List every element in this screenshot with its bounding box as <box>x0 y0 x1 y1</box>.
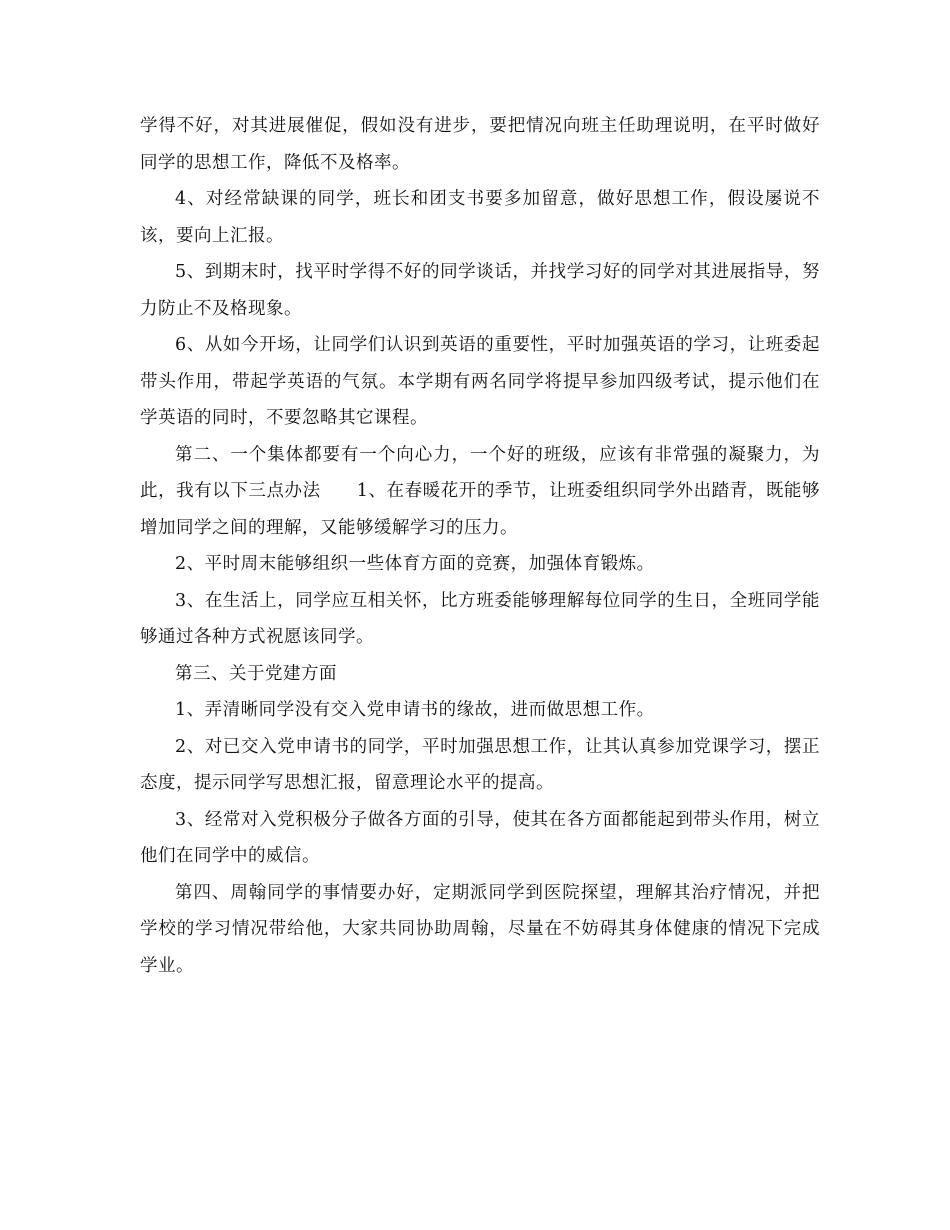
document-body <box>140 108 820 984</box>
paragraph-continued: 学得不好，对其进展催促，假如没有进步，要把情况向班主任助理说明，在平时做好同学的思想工作，降低不及格率。 <box>140 116 820 173</box>
paragraph-item-5: 5、到期末时，找平时学得不好的同学谈话，并找学习好的同学对其进展指导，努力防止不及格现象。 <box>140 262 820 319</box>
paragraph-section-2-item-3: 3、在生活上，同学应互相关怀，比方班委能够理解每位同学的生日，全班同学能够通过各种方式祝愿该同学。 <box>140 590 820 647</box>
paragraph-item-4: 4、对经常缺课的同学，班长和团支书要多加留意，做好思想工作，假设屡说不该，要向上汇报。 <box>140 189 820 246</box>
paragraph-section-4: 第四、周翰同学的事情要办好，定期派同学到医院探望，理解其治疗情况，并把学校的学习情况带给他，大家共同协助周翰，尽量在不妨碍其身体健康的情况下完成学业。 <box>140 882 820 976</box>
paragraph-section-2-item-2: 2、平时周末能够组织一些体育方面的竞赛，加强体育锻炼。 <box>175 554 655 574</box>
section-heading-3: 第三、关于党建方面 <box>175 663 337 684</box>
paragraph-section-3-item-1: 1、弄清晰同学没有交入党申请书的缘故，进而做思想工作。 <box>175 700 655 720</box>
paragraph-item-6: 6、从如今开场，让同学们认识到英语的重要性，平时加强英语的学习，让班委起带头作用，带起学英语的气氛。本学期有两名同学将提早参加四级考试，提示他们在学英语的同时，不要忽略其它课程。 <box>140 335 820 428</box>
paragraph-section-3-item-2: 2、对已交入党申请书的同学，平时加强思想工作，让其认真参加党课学习，摆正态度，提示同学写思想汇报，留意理论水平的提高。 <box>140 736 820 793</box>
paragraph-section-2: 第二、一个集体都要有一个向心力，一个好的班级，应该有非常强的凝聚力，为此，我有以下三点办法 1、在春暖花开的季节，让班委组织同学外出踏青，既能够增加同学之间的理解，又能够缓解学习的压力。 <box>140 444 820 538</box>
paragraph-section-3-item-3: 3、经常对入党积极分子做各方面的引导，使其在各方面都能起到带头作用，树立他们在同学中的威信。 <box>140 809 820 866</box>
